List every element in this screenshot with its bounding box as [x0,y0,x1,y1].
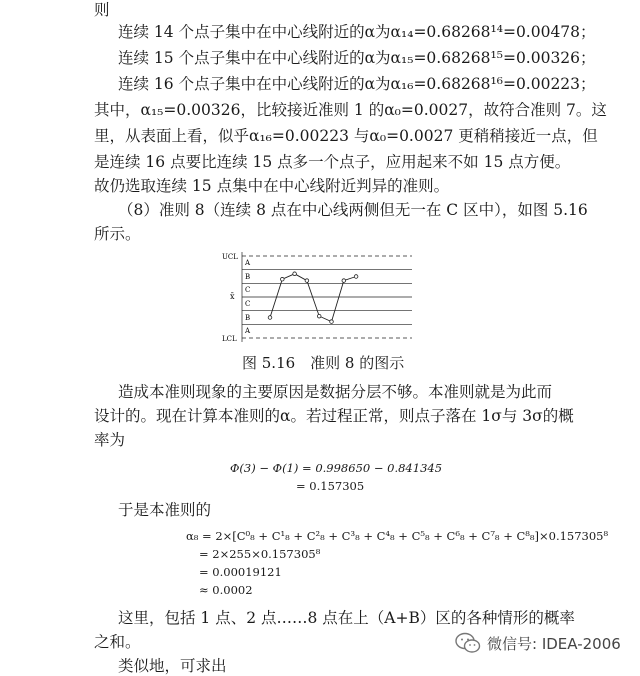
data-point [330,320,334,324]
text-line: 里，从表面上看，似乎α₁₆=0.00223 与α₀=0.0027 更稍稍接近一点，但 [94,127,598,145]
equation-line: = 2×255×0.157305⁸ [199,547,321,561]
text-line: 造成本准则现象的主要原因是数据分层不够。本准则就是为此而 [118,383,553,401]
watermark [455,632,621,654]
text-line: 则 [94,1,110,19]
zone-label: B [245,273,251,281]
text-line: 于是本准则的 [118,501,212,519]
data-point [281,277,285,281]
zone-label: A [245,327,251,335]
xbar-label: x̄ [230,292,235,301]
text-line: 设计的。现在计算本准则的α。若过程正常，则点子落在 1σ与 3σ的概 [94,407,574,425]
equation-line: = 0.00019121 [199,565,282,579]
lcl-label: LCL [222,335,237,343]
ucl-label: UCL [222,253,238,261]
control-chart-figure [220,248,420,346]
equation-line: = 0.157305 [296,479,365,493]
equation-line: ≈ 0.0002 [199,583,253,597]
text-line: 故仍选取连续 15 点集中在中心线附近判异的准则。 [94,177,450,195]
equation-line: Φ(3) − Φ(1) = 0.998650 − 0.841345 [230,461,443,475]
wechat-icon [455,632,481,654]
data-point [354,275,358,279]
text-line: 之和。 [94,633,141,651]
data-point [317,314,321,318]
zone-label: B [245,314,251,322]
text-line: 连续 16 个点子集中在中心线附近的α为α₁₆=0.68268¹⁶=0.00223； [118,75,596,93]
data-point [342,279,346,283]
text-line: 率为 [94,431,126,449]
data-point [268,316,272,320]
text-line: （8）准则 8（连续 8 点在中心线两侧但无一在 C 区中），如图 5.16 [118,201,588,219]
text-line: 连续 14 个点子集中在中心线附近的α为α₁₄=0.68268¹⁴=0.00478； [118,23,596,41]
text-line: 连续 15 个点子集中在中心线附近的α为α₁₅=0.68268¹⁵=0.00326； [118,49,596,67]
text-line: 类似地，可求出 [118,657,227,675]
zone-label: C [245,286,251,294]
text-line: 是连续 16 点要比连续 15 点多一个点子，应用起来不如 15 点方便。 [94,153,571,171]
equation-line: α₈ = 2×[C⁰₈ + C¹₈ + C²₈ + C³₈ + C⁴₈ + C⁵₈ + C⁶₈ + C⁷₈ + C⁸₈]×0.157305⁸ [186,529,609,543]
text-line: 其中，α₁₅=0.00326，比较接近准则 1 的α₀=0.0027，故符合准则 7。这 [94,101,607,119]
text-line: 这里，包括 1 点、2 点……8 点在上（A+B）区的各种情形的概率 [118,609,575,627]
figure-caption: 图 5.16 准则 8 的图示 [242,354,405,372]
zone-label: C [245,300,251,308]
watermark-text: 微信号: IDEA-2006 [487,634,621,653]
data-point [305,279,309,283]
data-point [293,272,297,276]
text-line: 所示。 [94,225,141,243]
zone-label: A [245,259,251,267]
